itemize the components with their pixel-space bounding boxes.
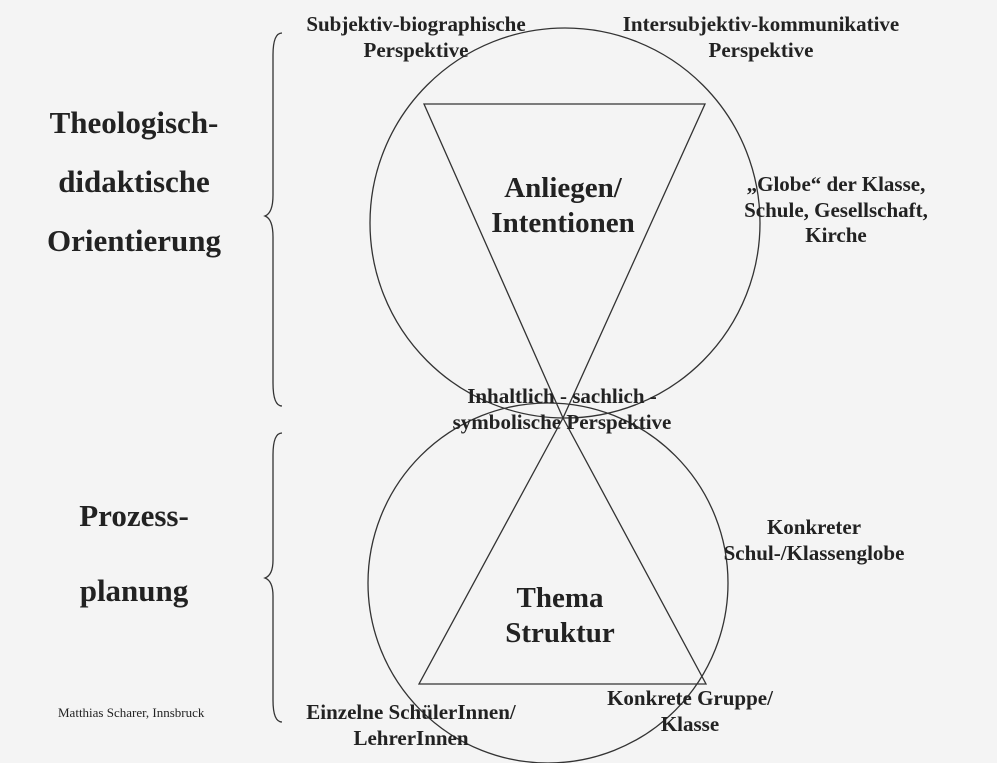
- content-perspective-line-1: Inhaltlich - sachlich -: [467, 384, 657, 408]
- intersubjective-perspective-label: [590, 12, 932, 63]
- topic-structure-label: [460, 581, 660, 651]
- subjective-perspective-line-1: Subjektiv-biographische: [306, 12, 526, 36]
- globe-line-2: Schule, Gesellschaft,: [744, 197, 928, 222]
- upper-brace: [265, 33, 282, 406]
- globe-label: [712, 172, 960, 249]
- orientation-label-line-1: Theologisch-: [49, 105, 219, 140]
- class-globe-line-1: Konkreter: [766, 515, 862, 539]
- individuals-label: [276, 700, 546, 751]
- individuals-line-1: Einzelne SchülerInnen/: [306, 700, 516, 724]
- orientation-label-line-2: didaktische: [58, 164, 210, 200]
- globe-line-3: Kirche: [805, 223, 867, 248]
- intersubjective-perspective-line-1: Intersubjektiv-kommunikative: [622, 12, 900, 36]
- group-line-1: Konkrete Gruppe/: [607, 686, 773, 710]
- process-planning-label-line-1: Prozess-: [79, 498, 189, 533]
- process-planning-label: [34, 497, 234, 609]
- group-label: [580, 686, 800, 737]
- intentions-label: [455, 171, 671, 241]
- lower-brace: [265, 433, 282, 722]
- content-perspective-line-2: symbolische Perspektive: [452, 409, 672, 434]
- individuals-line-2: LehrerInnen: [353, 725, 469, 750]
- process-planning-label-line-2: planung: [79, 573, 189, 609]
- orientation-label-line-3: Orientierung: [47, 223, 221, 259]
- subjective-perspective-label: [278, 12, 554, 63]
- intersubjective-perspective-line-2: Perspektive: [708, 37, 814, 62]
- class-globe-line-2: Schul-/Klassenglobe: [723, 540, 905, 565]
- content-perspective-label: [414, 384, 710, 435]
- topic-structure-line-1: Thema: [516, 582, 604, 614]
- upper-triangle: [424, 104, 705, 418]
- author-credit: Matthias Scharer, Innsbruck: [58, 705, 205, 720]
- intentions-line-1: Anliegen/: [504, 172, 622, 204]
- topic-structure-line-2: Struktur: [505, 616, 615, 649]
- intentions-line-2: Intentionen: [491, 206, 635, 239]
- globe-line-1: „Globe“ der Klasse,: [746, 172, 926, 196]
- subjective-perspective-line-2: Perspektive: [363, 37, 469, 62]
- class-globe-label: [694, 515, 934, 566]
- orientation-label: [34, 104, 234, 260]
- group-line-2: Klasse: [660, 711, 720, 736]
